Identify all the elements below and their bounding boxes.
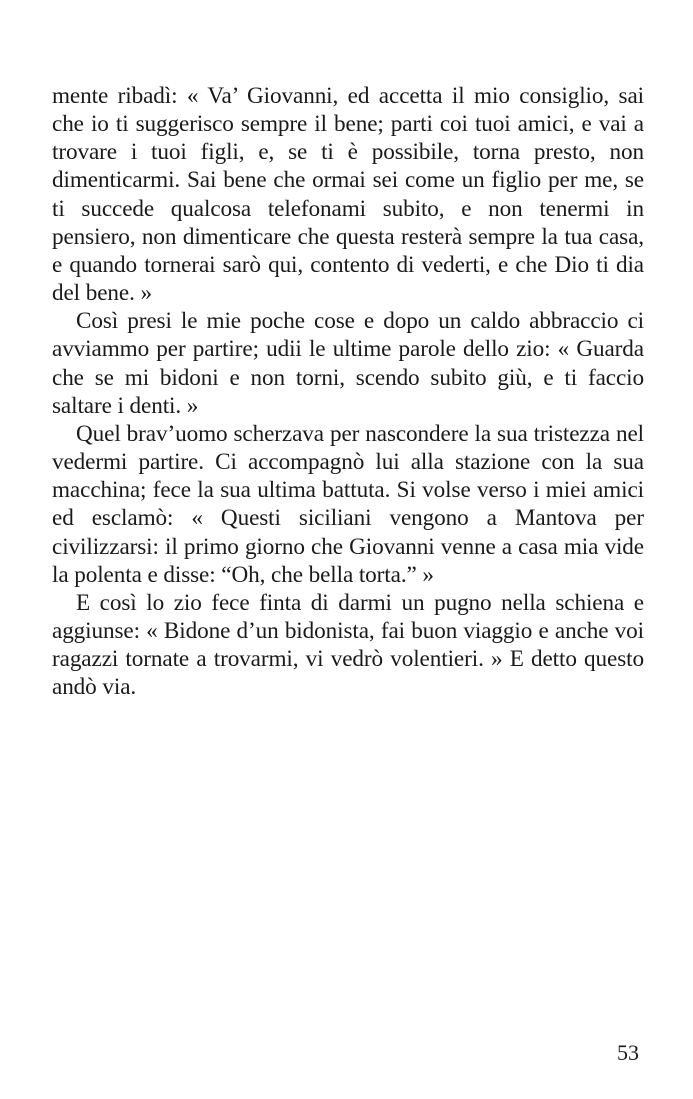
page-number: 53 (617, 1040, 639, 1065)
paragraph-continuation: mente ribadì: « Va’ Giovanni, ed accetta il mio consiglio, sai che io ti suggerisco sempre il bene; parti coi tuoi amici, e vai a trovare i tuoi figli, e, se ti è possibile, torna presto, non dimenticarmi. Sai bene che ormai sei come un figlio per me, se ti succede qualcosa telefonami subito, e non tenermi in pensiero, non dimenticare che questa resterà sempre la tua casa, e quando tornerai sarò qui, contento di vederti, e che Dio ti dia del bene. » (52, 83, 644, 307)
paragraph-station: Quel brav’uomo scherzava per nascondere la sua tristezza nel vedermi partire. Ci accompagnò lui alla stazione con la sua macchina; fece la sua ultima battuta. Si volse verso i miei amici ed esclamò: « Questi siciliani vengono a Mantova per civilizzarsi: il primo giorno che Giovanni venne a casa mia vide la polenta e disse: “Oh, che bella torta.” » (52, 420, 644, 588)
page-body (52, 82, 644, 701)
paragraph-farewell: E così lo zio fece finta di darmi un pugno nella schiena e aggiunse: « Bidone d’un bidonista, fai buon viaggio e anche voi ragazzi tornate a trovarmi, vi vedrò volentieri. » E detto questo andò via. (52, 589, 644, 701)
paragraph-departure: Così presi le mie poche cose e dopo un caldo abbraccio ci avviammo per partire; udii le ultime parole dello zio: « Guarda che se mi bidoni e non torni, scendo subito giù, e ti faccio saltare i denti. » (52, 308, 644, 419)
